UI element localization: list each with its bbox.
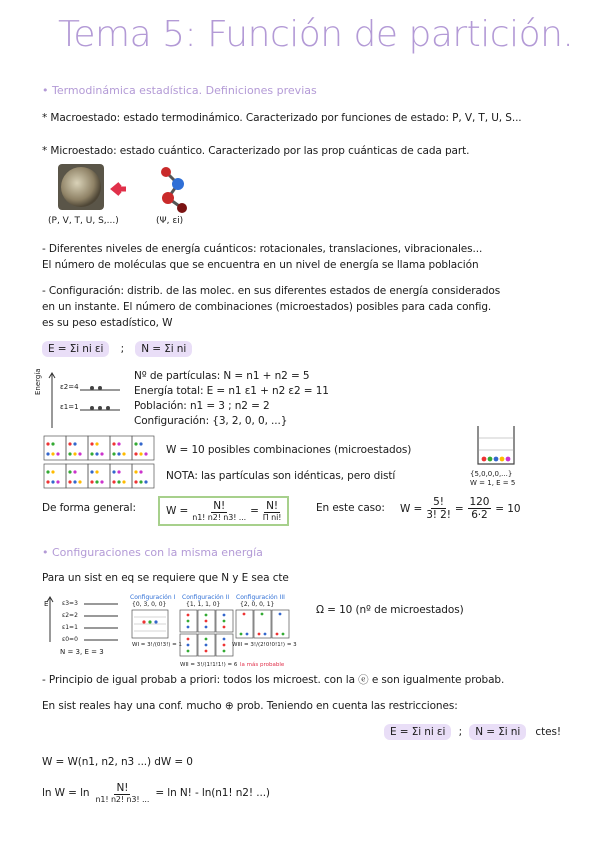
- restr-energy: E = Σi ni εi: [384, 724, 451, 740]
- config-2-w: WII = 3!/(1!1!1!) = 6: [180, 662, 238, 668]
- beaker-figure: [474, 424, 518, 468]
- principio-igual-probab: - Principio de igual probab a priori: todos los microest. con la ⓔ e son igualmente probab.: [42, 674, 505, 686]
- macroestado-def: * Macroestado: estado termodinámico. Caracterizado por funciones de estado: P, V, T, U, S...: [42, 112, 522, 124]
- config-1-w: WI = 3!/(0!3!) = 1: [132, 642, 183, 648]
- configuracion-set: Configuración: {3, 2, 0, 0, ...}: [134, 415, 288, 427]
- config-3-name: Configuración III: [236, 594, 285, 601]
- config-3-set: {2, 0, 0, 1}: [240, 601, 275, 608]
- w-fraction-2: [263, 500, 282, 522]
- w-lhs: W =: [166, 505, 189, 517]
- ln-denominator: n1! n2! n3! ...: [95, 795, 150, 804]
- energy-axis-label: Energía: [34, 368, 42, 395]
- energia-total: Energía total: E = n1 ε1 + n2 ε2 = 11: [134, 385, 329, 397]
- ln-rhs: = ln N! - ln(n1! n2! ...): [155, 787, 270, 799]
- caso-denominator-1: 3! 2!: [426, 509, 451, 521]
- poblacion: Población: n1 = 3 ; n2 = 2: [134, 400, 270, 412]
- levels-caption: N = 3, E = 3: [60, 648, 104, 656]
- w-general-formula: [158, 496, 289, 526]
- w-function: W = W(n1, n2, n3 ...) dW = 0: [42, 756, 193, 768]
- sistema-eq: Para un sist en eq se requiere que N y E sea cte: [42, 572, 289, 584]
- config-1-name: Configuración I: [130, 594, 176, 601]
- este-caso-label: En este caso:: [316, 502, 385, 514]
- levels-axis-label: E: [44, 600, 49, 608]
- w-denominator-1: n1! n2! n3! ...: [192, 513, 247, 522]
- flask-circle: [61, 167, 101, 207]
- config-1-set: {0, 3, 0, 0}: [132, 601, 167, 608]
- section-heading-2: • Configuraciones con la misma energía: [42, 546, 263, 559]
- caso-fraction-2: [468, 496, 492, 521]
- w-fraction-1: [192, 500, 246, 522]
- w10-combinaciones: W = 10 posibles combinaciones (microestados): [166, 444, 412, 456]
- micro-image-label: (Ψ, εi): [156, 216, 184, 226]
- level-e1-label: ε1=1: [60, 403, 79, 411]
- microstates-grid: [44, 436, 156, 490]
- beaker-w-label: W = 1, E = 5: [470, 479, 516, 487]
- level-e1: ε1=1: [62, 624, 78, 631]
- level-e2: ε2=2: [62, 612, 78, 619]
- configuracion-line2: en un instante. El número de combinaciones (microestados) posibles para cada config.: [42, 301, 492, 313]
- ln-lhs: ln W = ln: [42, 787, 90, 799]
- macro-image-label: (P, V, T, U, S,...): [48, 216, 119, 226]
- config-2-diagram: [180, 610, 236, 660]
- niveles-line1: - Diferentes niveles de energía cuánticos: rotacionales, translaciones, vibracionales...: [42, 243, 483, 255]
- restr-particles: N = Σi ni: [469, 724, 526, 740]
- config-1-diagram: [132, 610, 170, 640]
- w-equals: =: [250, 505, 259, 517]
- restr-ctes: ctes!: [535, 726, 561, 738]
- omega-microestados: Ω = 10 (nº de microestados): [316, 604, 464, 616]
- energy-level-diagram: [44, 370, 124, 430]
- caso-numerator-1: 5!: [433, 496, 444, 508]
- ln-numerator: N!: [116, 782, 129, 794]
- levels-figure: [44, 596, 120, 646]
- ln-fraction: [95, 782, 149, 804]
- w-denominator-2: Π ni!: [262, 513, 282, 522]
- page-title: Tema 5: Función de partición.: [58, 14, 574, 55]
- config-3-w: WIII = 3!/(2!0!0!1!) = 3: [232, 642, 297, 648]
- caso-formula: [400, 496, 520, 521]
- caso-lhs: W =: [400, 502, 423, 515]
- beaker-config-label: {5,0,0,0,...}: [470, 470, 513, 478]
- equation-separator: ;: [120, 343, 125, 355]
- energy-equation: E = Σi ni εi: [42, 341, 109, 357]
- caso-numerator-2: 120: [469, 496, 490, 508]
- level-e0: ε0=0: [62, 636, 78, 643]
- caso-denominator-2: 6·2: [471, 509, 488, 521]
- niveles-line2: El número de moléculas que se encuentra en un nivel de energía se llama población: [42, 259, 479, 271]
- caso-fraction-1: [426, 496, 451, 521]
- particles-count: Nº de partículas: N = n1 + n2 = 5: [134, 370, 310, 382]
- caso-result: = 10: [495, 502, 521, 515]
- nota-particulas: NOTA: las partículas son idénticas, pero distí: [166, 470, 396, 482]
- level-e2-label: ε2=4: [60, 383, 79, 391]
- arrow-left-icon: [114, 184, 126, 194]
- section-heading-1: • Termodinámica estadística. Definiciones previas: [42, 84, 317, 97]
- configuracion-line1: - Configuración: distrib. de las molec. en sus diferentes estados de energía considerados: [42, 285, 501, 297]
- configuracion-line3: es su peso estadístico, W: [42, 317, 173, 329]
- restricciones: [384, 726, 561, 738]
- w-numerator-2: N!: [266, 500, 279, 512]
- particle-equation: N = Σi ni: [135, 341, 192, 357]
- mas-probable-label: la más probable: [240, 662, 285, 668]
- caso-equals: =: [454, 502, 464, 515]
- microestado-def: * Microestado: estado cuántico. Caracterizado por las prop cuánticas de cada part.: [42, 145, 470, 157]
- restr-sep: ;: [458, 726, 463, 738]
- energy-sum-equation: [42, 343, 192, 355]
- forma-general-label: De forma general:: [42, 502, 136, 514]
- sistemas-reales: En sist reales hay una conf. mucho ⊕ prob. Teniendo en cuenta las restricciones:: [42, 700, 458, 712]
- config-3-diagram: [236, 610, 292, 640]
- config-2-set: {1, 1, 1, 0}: [186, 601, 221, 608]
- level-e3: ε3=3: [62, 600, 78, 607]
- w-numerator-1: N!: [213, 500, 226, 512]
- config-2-name: Configuración II: [182, 594, 230, 601]
- ln-w-equation: [42, 782, 270, 804]
- molecule-icon: [161, 167, 187, 213]
